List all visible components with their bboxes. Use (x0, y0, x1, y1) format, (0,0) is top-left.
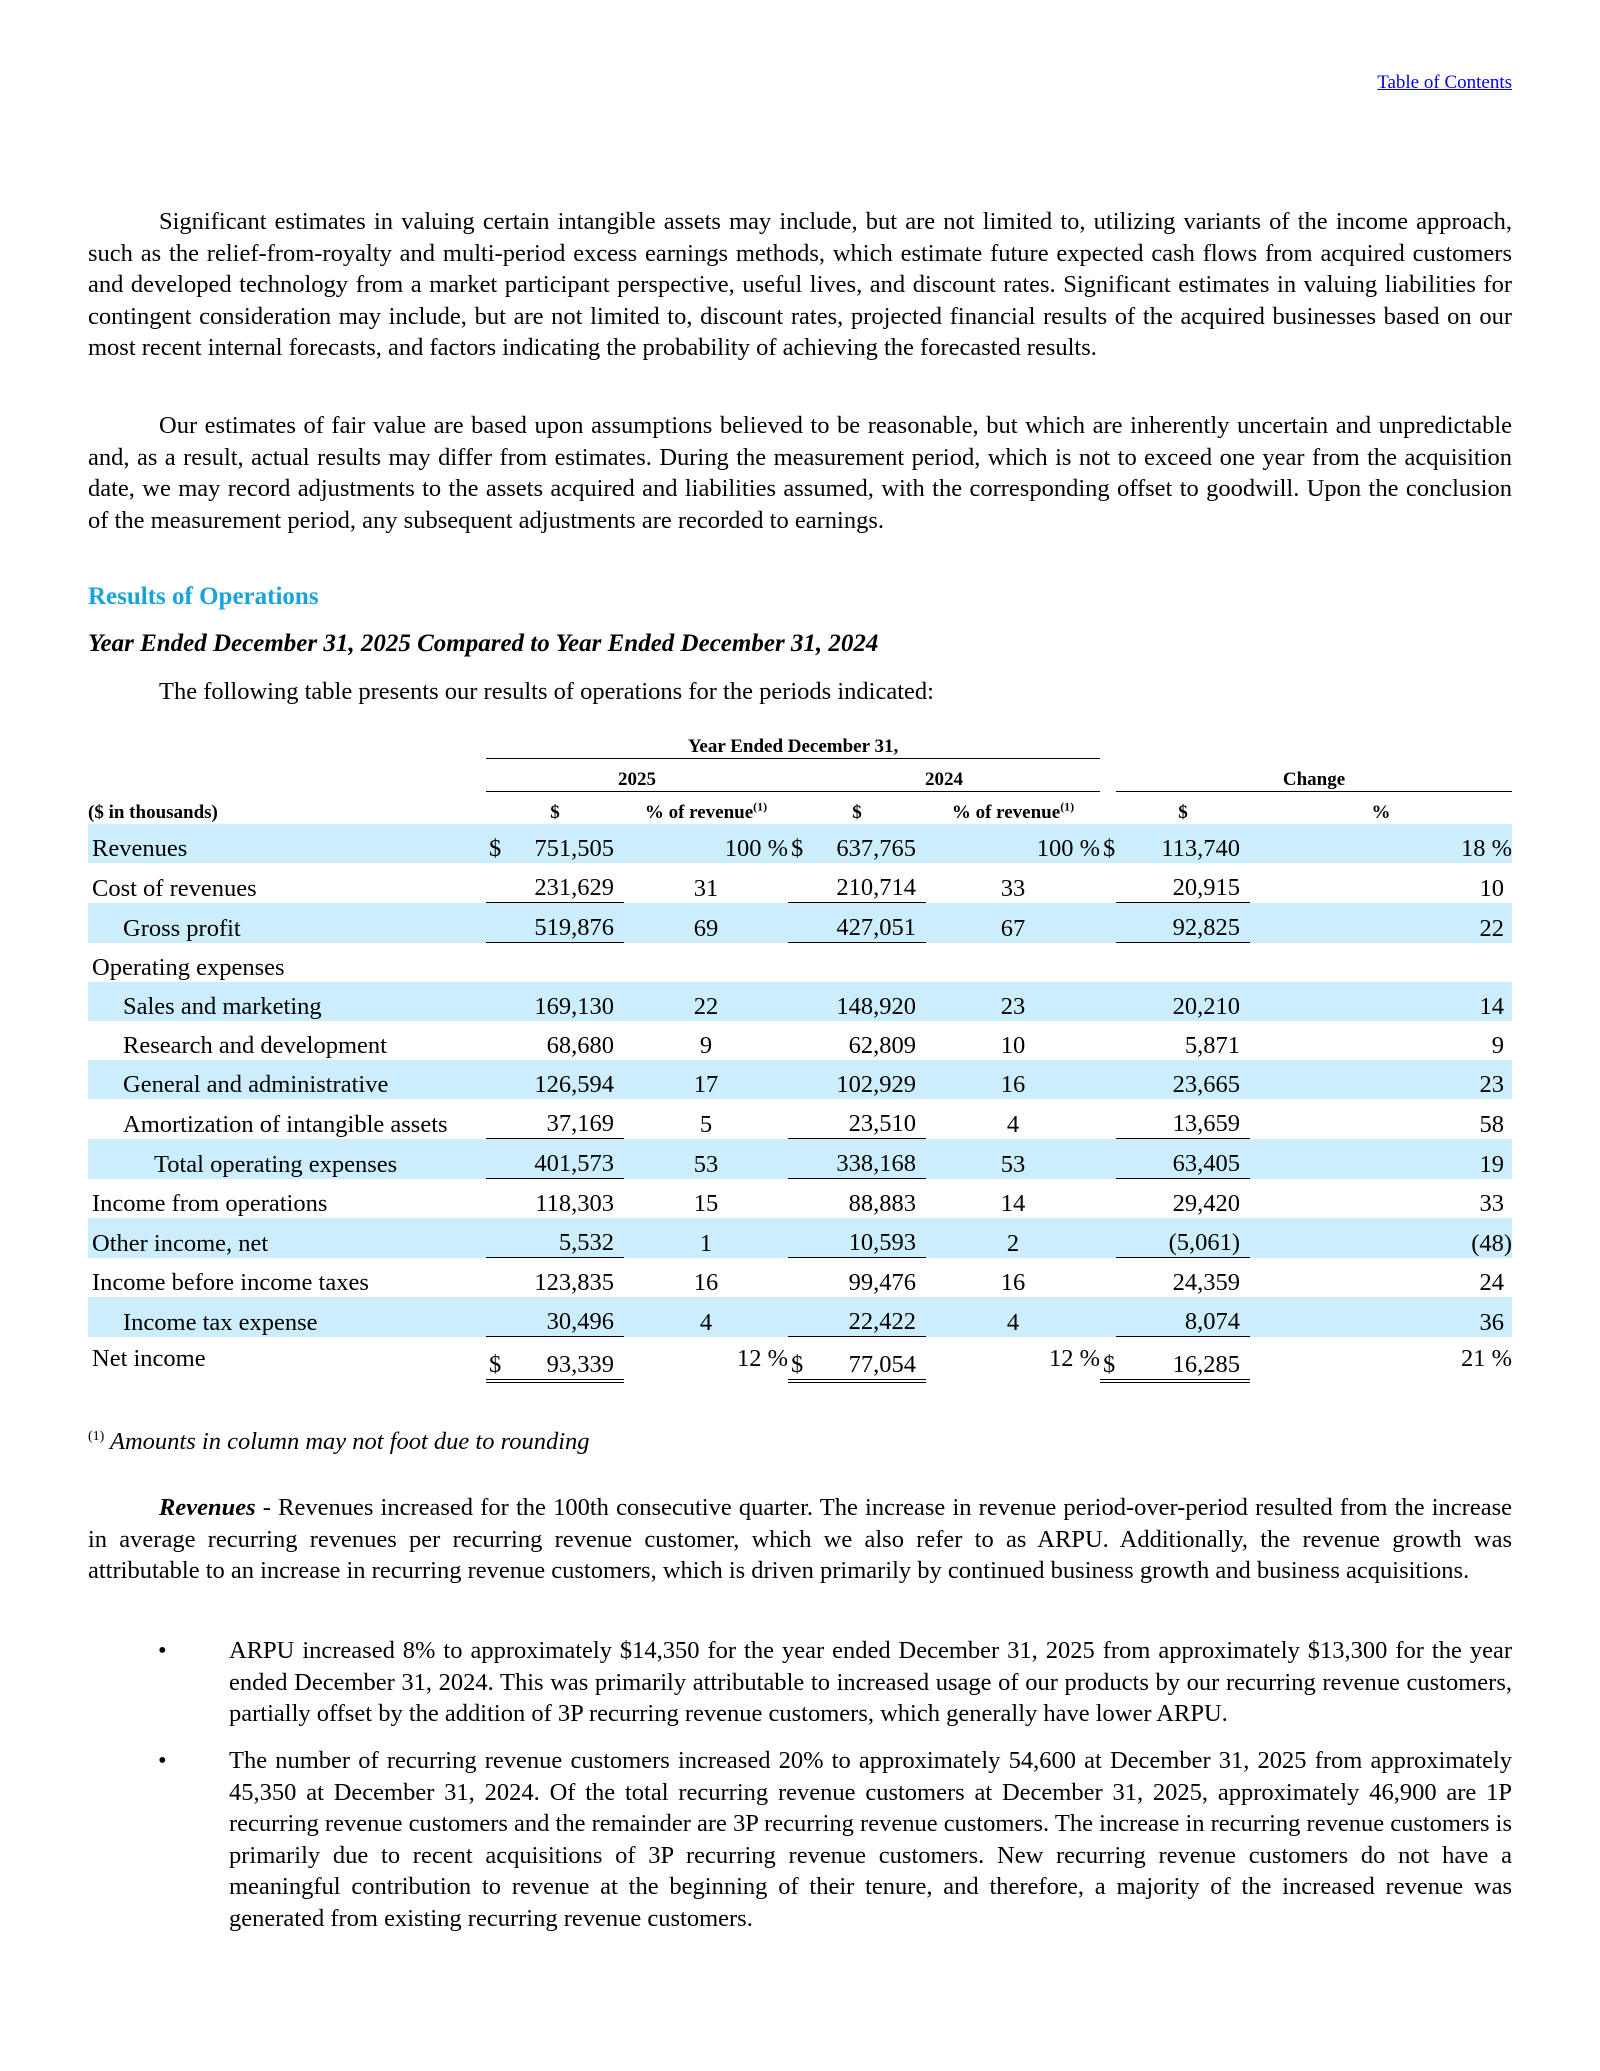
value-2024: 22,422 (816, 1297, 926, 1337)
pct-2024: 10 (1000, 1032, 1026, 1059)
currency-symbol (788, 1021, 816, 1060)
currency-symbol (486, 1297, 514, 1337)
header-2025: 2025 (486, 759, 788, 792)
change-value: 8,074 (1116, 1297, 1250, 1337)
change-pct: 9 (1491, 1032, 1505, 1059)
row-label: Amortization of intangible assets (123, 1110, 448, 1138)
value-2024: 77,054 (816, 1337, 926, 1381)
change-pct: 14 (1250, 982, 1512, 1021)
currency-symbol (1100, 1297, 1116, 1337)
table-row (88, 824, 1512, 863)
header-change-pct: % (1371, 802, 1391, 823)
pct-2024: 4 (1006, 1110, 1020, 1138)
currency-symbol (486, 1060, 514, 1099)
revenues-paragraph (88, 1492, 1512, 1587)
currency-symbol: $ (1100, 1337, 1116, 1381)
table-header-row-3 (88, 792, 1512, 825)
value-2025: 5,532 (514, 1218, 624, 1258)
bullet-item (88, 1745, 1512, 1934)
table-footnote (88, 1428, 590, 1456)
change-pct: 23 (1250, 1060, 1512, 1099)
currency-symbol (1100, 863, 1116, 903)
value-2025: 519,876 (514, 903, 624, 943)
value-2024: 23,510 (816, 1099, 926, 1139)
currency-symbol (486, 1258, 514, 1298)
change-value: 23,665 (1116, 1060, 1250, 1099)
header-2025-dollar: $ (550, 802, 560, 823)
pct-2025: 16 (693, 1269, 719, 1296)
currency-symbol: $ (788, 1337, 816, 1381)
currency-symbol (486, 863, 514, 903)
pct-2025: 5 (699, 1110, 713, 1138)
bullet-item (88, 1635, 1512, 1730)
currency-symbol (486, 1179, 514, 1219)
change-pct: 36 (1250, 1297, 1512, 1337)
table-row (88, 982, 1512, 1021)
currency-symbol (788, 1297, 816, 1337)
results-of-operations-table (88, 726, 1512, 1383)
change-value: 63,405 (1116, 1139, 1250, 1179)
units-label: ($ in thousands) (88, 802, 218, 823)
change-pct: 58 (1479, 1110, 1505, 1138)
pct-2024: 2 (926, 1218, 1100, 1258)
table-row (88, 1021, 1512, 1060)
change-pct: 33 (1479, 1190, 1505, 1217)
currency-symbol (1100, 1060, 1116, 1099)
table-row (88, 1060, 1512, 1099)
value-2024: 427,051 (816, 903, 926, 943)
pct-2024: 12 % (1048, 1344, 1101, 1372)
currency-symbol (788, 1218, 816, 1258)
pct-2025: 12 % (736, 1344, 788, 1372)
pct-2024: 14 (1000, 1190, 1026, 1217)
row-label: Research and development (123, 1032, 387, 1059)
bullet-text: The number of recurring revenue customers increased 20% to approximately 54,600 at December 31, 2025 from approximately 45,350 at December 31, 2024. Of the total recurring revenue customers at December 31, 2025, approximately 46,900 are 1P recurring revenue customers and the remainder are 3P recurring revenue customers. The increase in recurring revenue customers is primarily due to recent acquisitions of 3P recurring revenue customers. New recurring revenue customers do not have a meaningful contribution to revenue at the beginning of their tenure, and therefore, a majority of the increased revenue was generated from existing recurring revenue customers. (229, 1747, 1512, 1932)
pct-2025: 31 (693, 874, 719, 902)
currency-symbol (486, 1218, 514, 1258)
value-2025: 37,169 (514, 1099, 624, 1139)
change-pct: 24 (1479, 1269, 1505, 1296)
pct-2025: 1 (624, 1218, 788, 1258)
header-2024-dollar: $ (852, 802, 862, 823)
currency-symbol (1100, 1258, 1116, 1298)
header-2024: 2024 (788, 759, 1100, 792)
change-pct: (48) (1250, 1218, 1512, 1258)
row-label: General and administrative (88, 1060, 486, 1099)
row-label: Income from operations (92, 1190, 328, 1217)
table-header-row-2 (88, 759, 1512, 792)
pct-2025: 22 (624, 982, 788, 1021)
value-2025: 93,339 (514, 1337, 624, 1381)
value-2024: 637,765 (816, 824, 926, 863)
bullet-icon: • (158, 1637, 167, 1664)
table-row (88, 943, 1512, 983)
table-of-contents-link[interactable]: Table of Contents (1377, 72, 1512, 93)
table-row (88, 1337, 1512, 1381)
value-2024: 88,883 (848, 1190, 916, 1217)
value-2025: 401,573 (514, 1139, 624, 1179)
value-2024: 62,809 (848, 1032, 916, 1059)
revenues-lead: Revenues (159, 1494, 256, 1521)
value-2025: 231,629 (514, 863, 624, 903)
table-row (88, 1297, 1512, 1337)
currency-symbol: $ (788, 824, 816, 863)
currency-symbol: $ (486, 824, 514, 863)
currency-symbol: $ (1100, 824, 1116, 863)
value-2025: 751,505 (514, 824, 624, 863)
currency-symbol (788, 982, 816, 1021)
value-2025: 68,680 (546, 1032, 614, 1059)
currency-symbol (788, 863, 816, 903)
change-value: 24,359 (1172, 1269, 1241, 1296)
revenues-text: - Revenues increased for the 100th consecutive quarter. The increase in revenue period-over-period resulted from the increase in average recurring revenues per recurring revenue customer, which we also refer to as ARPU. Additionally, the revenue growth was attributable to an increase in recurring revenue customers, which is driven primarily by continued business growth and business acquisitions. (88, 1494, 1512, 1584)
pct-2025: 100 % (624, 824, 788, 863)
header-change-dollar: $ (1178, 802, 1188, 823)
value-2024: 10,593 (816, 1218, 926, 1258)
currency-symbol (486, 903, 514, 943)
pct-2025: 53 (624, 1139, 788, 1179)
bullet-text: ARPU increased 8% to approximately $14,350 for the year ended December 31, 2025 from approximately $13,300 for the year ended December 31, 2024. This was primarily attributable to increased usage of our products by our recurring revenue customers, partially offset by the addition of 3P recurring revenue customers, which generally have lower ARPU. (229, 1637, 1512, 1727)
table-row (88, 1099, 1512, 1139)
sub-heading: Year Ended December 31, 2025 Compared to Year Ended December 31, 2024 (88, 630, 879, 657)
value-2024: 99,476 (848, 1269, 916, 1296)
pct-2024: 23 (926, 982, 1100, 1021)
currency-symbol (486, 1021, 514, 1060)
footnote-text: Amounts in column may not foot due to rounding (110, 1428, 590, 1455)
table-row (88, 1218, 1512, 1258)
change-value: 13,659 (1116, 1099, 1250, 1139)
paragraph-intangible-estimates: Significant estimates in valuing certain intangible assets may include, but are not limited to, utilizing variants of the income approach, such as the relief-from-royalty and multi-period excess earnings methods, which estimate future expected cash flows from acquired customers and developed technology from a market participant perspective, useful lives, and discount rates. Significant estimates in valuing liabilities for contingent consideration may include, but are not limited to, discount rates, projected financial results of the acquired businesses based on our most recent internal forecasts, and factors indicating the probability of achieving the forecasted results. (88, 208, 1512, 361)
group-header-year-ended: Year Ended December 31, (486, 726, 1100, 759)
pct-2024: 33 (1000, 874, 1026, 902)
value-2024: 102,929 (816, 1060, 926, 1099)
currency-symbol (1100, 1218, 1116, 1258)
header-2024-pct-revenue: % of revenue$^{(1)}$ (951, 799, 1075, 823)
currency-symbol (788, 1179, 816, 1219)
currency-symbol (788, 1099, 816, 1139)
section-heading: Results of Operations (88, 583, 319, 610)
change-value: 29,420 (1172, 1190, 1241, 1217)
row-label: Net income (92, 1344, 206, 1372)
change-value: 92,825 (1116, 903, 1250, 943)
table-row (88, 1258, 1512, 1298)
change-pct: 21 % (1460, 1344, 1513, 1372)
currency-symbol (1100, 1179, 1116, 1219)
row-label: Cost of revenues (92, 874, 257, 902)
row-label: Other income, net (88, 1218, 486, 1258)
row-label: Sales and marketing (88, 982, 486, 1021)
currency-symbol (1100, 1139, 1116, 1179)
value-2025: 118,303 (535, 1190, 614, 1217)
currency-symbol (1100, 903, 1116, 943)
change-pct: 10 (1479, 874, 1505, 902)
value-2024: 210,714 (816, 863, 926, 903)
change-value: 20,915 (1116, 863, 1250, 903)
change-value: 113,740 (1116, 824, 1250, 863)
currency-symbol (486, 982, 514, 1021)
change-value: (5,061) (1116, 1218, 1250, 1258)
row-label: Gross profit (88, 903, 486, 943)
header-change: Change (1116, 759, 1512, 792)
currency-symbol (486, 1099, 514, 1139)
value-2025: 123,835 (534, 1269, 614, 1296)
pct-2024: 16 (1000, 1269, 1026, 1296)
currency-symbol (788, 1258, 816, 1298)
change-value: 20,210 (1116, 982, 1250, 1021)
currency-symbol (1100, 1021, 1116, 1060)
pct-2024: 100 % (926, 824, 1100, 863)
row-label: Operating expenses (92, 954, 285, 981)
currency-symbol (1100, 982, 1116, 1021)
currency-symbol (788, 903, 816, 943)
row-label: Total operating expenses (88, 1139, 486, 1179)
currency-symbol (788, 1139, 816, 1179)
pct-2024: 53 (926, 1139, 1100, 1179)
currency-symbol (1100, 1099, 1116, 1139)
currency-symbol: $ (486, 1337, 514, 1381)
pct-2024: 16 (926, 1060, 1100, 1099)
currency-symbol (788, 1060, 816, 1099)
table-row (88, 1179, 1512, 1219)
change-pct: 19 (1250, 1139, 1512, 1179)
value-2025: 126,594 (514, 1060, 624, 1099)
table-row (88, 1139, 1512, 1179)
footnote-mark: (1) (88, 1428, 105, 1444)
pct-2025: 17 (624, 1060, 788, 1099)
value-2024: 148,920 (816, 982, 926, 1021)
pct-2024: 4 (926, 1297, 1100, 1337)
bullet-icon: • (158, 1747, 167, 1774)
value-2025: 30,496 (514, 1297, 624, 1337)
pct-2025: 69 (624, 903, 788, 943)
table-intro-text: The following table presents our results of operations for the periods indicated: (159, 678, 934, 705)
currency-symbol (486, 1139, 514, 1179)
change-value: 5,871 (1184, 1032, 1241, 1059)
pct-2024: 67 (926, 903, 1100, 943)
pct-2025: 15 (693, 1190, 719, 1217)
table-row (88, 863, 1512, 903)
header-2025-pct-revenue: % of revenue$^{(1)}$ (644, 799, 768, 823)
pct-2025: 9 (699, 1032, 713, 1059)
paragraph-fair-value: Our estimates of fair value are based upon assumptions believed to be reasonable, but which are inherently uncertain and unpredictable and, as a result, actual results may differ from estimates. During the measurement period, which is not to exceed one year from the acquisition date, we may record adjustments to the assets acquired and liabilities assumed, with the corresponding offset to goodwill. Upon the conclusion of the measurement period, any subsequent adjustments are recorded to earnings. (88, 412, 1512, 534)
value-2024: 338,168 (816, 1139, 926, 1179)
pct-2025: 4 (624, 1297, 788, 1337)
table-header-row-1 (88, 726, 1512, 759)
table-row (88, 903, 1512, 943)
change-pct: 18 % (1250, 824, 1512, 863)
row-label: Income tax expense (88, 1297, 486, 1337)
change-pct: 22 (1250, 903, 1512, 943)
change-value: 16,285 (1116, 1337, 1250, 1381)
row-label: Income before income taxes (92, 1269, 369, 1296)
value-2025: 169,130 (514, 982, 624, 1021)
row-label: Revenues (88, 824, 486, 863)
